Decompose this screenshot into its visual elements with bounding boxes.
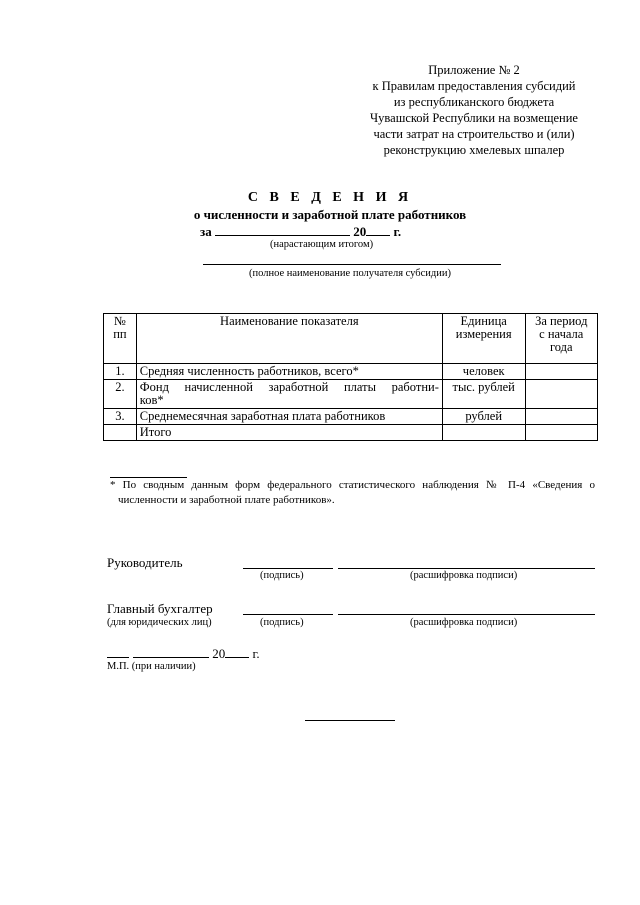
header-unit-line: Единица <box>460 314 507 328</box>
header-name: Наименование показателя <box>136 314 442 364</box>
row-name-line: ков* <box>139 393 164 407</box>
stamp-note: М.П. (при наличии) <box>107 661 196 672</box>
row-value[interactable] <box>525 409 598 425</box>
table-row <box>104 380 598 409</box>
header-num-line: № <box>113 314 126 328</box>
recipient-note: (полное наименование получателя субсидии) <box>249 268 451 279</box>
accountant-decoding-line[interactable] <box>338 614 595 615</box>
appendix-line: реконструкцию хмелевых шпалер <box>383 143 565 157</box>
date-line <box>107 646 260 662</box>
day-blank[interactable] <box>107 646 129 658</box>
month-blank[interactable] <box>133 646 209 658</box>
accountant-sub: (для юридических лиц) <box>107 617 212 628</box>
year-blank[interactable] <box>225 646 249 658</box>
document-subtitle: о численности и заработной плате работников <box>193 207 467 222</box>
row-unit: человек <box>442 364 525 380</box>
accountant-signature-caption: (подпись) <box>260 617 304 628</box>
footnote-line: численности и заработной плате работников». <box>118 494 335 506</box>
header-unit-line: измерения <box>455 327 512 341</box>
date-year: 20 <box>212 646 226 661</box>
header-period-line: с начала <box>539 327 584 341</box>
row-name: Средняя численность работников, всего* <box>136 364 442 380</box>
header-num <box>104 314 137 364</box>
row-value[interactable] <box>525 425 598 441</box>
row-unit: тыс. рублей <box>442 380 525 409</box>
accountant-decoding-caption: (расшифровка подписи) <box>410 617 518 628</box>
appendix-line: Приложение № 2 <box>428 63 520 77</box>
footnote <box>110 478 595 508</box>
table-row <box>104 409 598 425</box>
row-num: 1. <box>104 364 137 380</box>
table-row <box>104 425 598 441</box>
appendix-line: из республиканского бюджета <box>393 95 555 109</box>
head-signature-caption: (подпись) <box>260 570 304 581</box>
period-line <box>200 224 480 240</box>
row-name <box>136 380 442 409</box>
accountant-signature-line[interactable] <box>243 614 333 615</box>
data-table <box>103 313 598 441</box>
row-name-line: Фонд начисленной заработной платы работни- <box>139 380 439 394</box>
appendix-line: части затрат на строительство и (или) <box>373 127 575 141</box>
head-decoding-line[interactable] <box>338 568 595 569</box>
head-signature-line[interactable] <box>243 568 333 569</box>
appendix-line: к Правилам предоставления субсидий <box>372 79 576 93</box>
document-title: С В Е Д Е Н И Я <box>247 190 413 205</box>
header-period-line: За период <box>535 314 588 328</box>
header-period <box>525 314 598 364</box>
end-separator <box>305 720 395 721</box>
header-period-line: года <box>549 340 573 354</box>
head-decoding-caption: (расшифровка подписи) <box>410 570 518 581</box>
period-year: 20 <box>353 224 367 239</box>
year-blank <box>366 224 390 236</box>
table-header-row <box>104 314 598 364</box>
period-prefix: за <box>200 224 212 239</box>
header-num-line: пп <box>113 327 127 341</box>
cumulative-note: (нарастающим итогом) <box>270 239 374 250</box>
period-blank <box>215 224 350 236</box>
recipient-line <box>203 264 501 265</box>
row-value[interactable] <box>525 380 598 409</box>
accountant-label: Главный бухгалтер <box>107 601 213 616</box>
header-unit <box>442 314 525 364</box>
table-row <box>104 364 598 380</box>
row-value[interactable] <box>525 364 598 380</box>
row-unit: рублей <box>442 409 525 425</box>
period-suffix: г. <box>393 224 402 239</box>
footnote-line: * По сводным данным форм федерального статистического наблюдения № П-4 «Сведения о <box>110 479 595 491</box>
date-suffix: г. <box>252 646 260 661</box>
row-name: Итого <box>136 425 442 441</box>
row-num <box>104 425 137 441</box>
row-unit <box>442 425 525 441</box>
row-name: Среднемесячная заработная плата работников <box>136 409 442 425</box>
row-num: 2. <box>104 380 137 409</box>
appendix-line: Чувашской Республики на возмещение <box>370 111 578 125</box>
row-num: 3. <box>104 409 137 425</box>
head-label: Руководитель <box>107 555 183 570</box>
appendix-header <box>340 62 608 158</box>
